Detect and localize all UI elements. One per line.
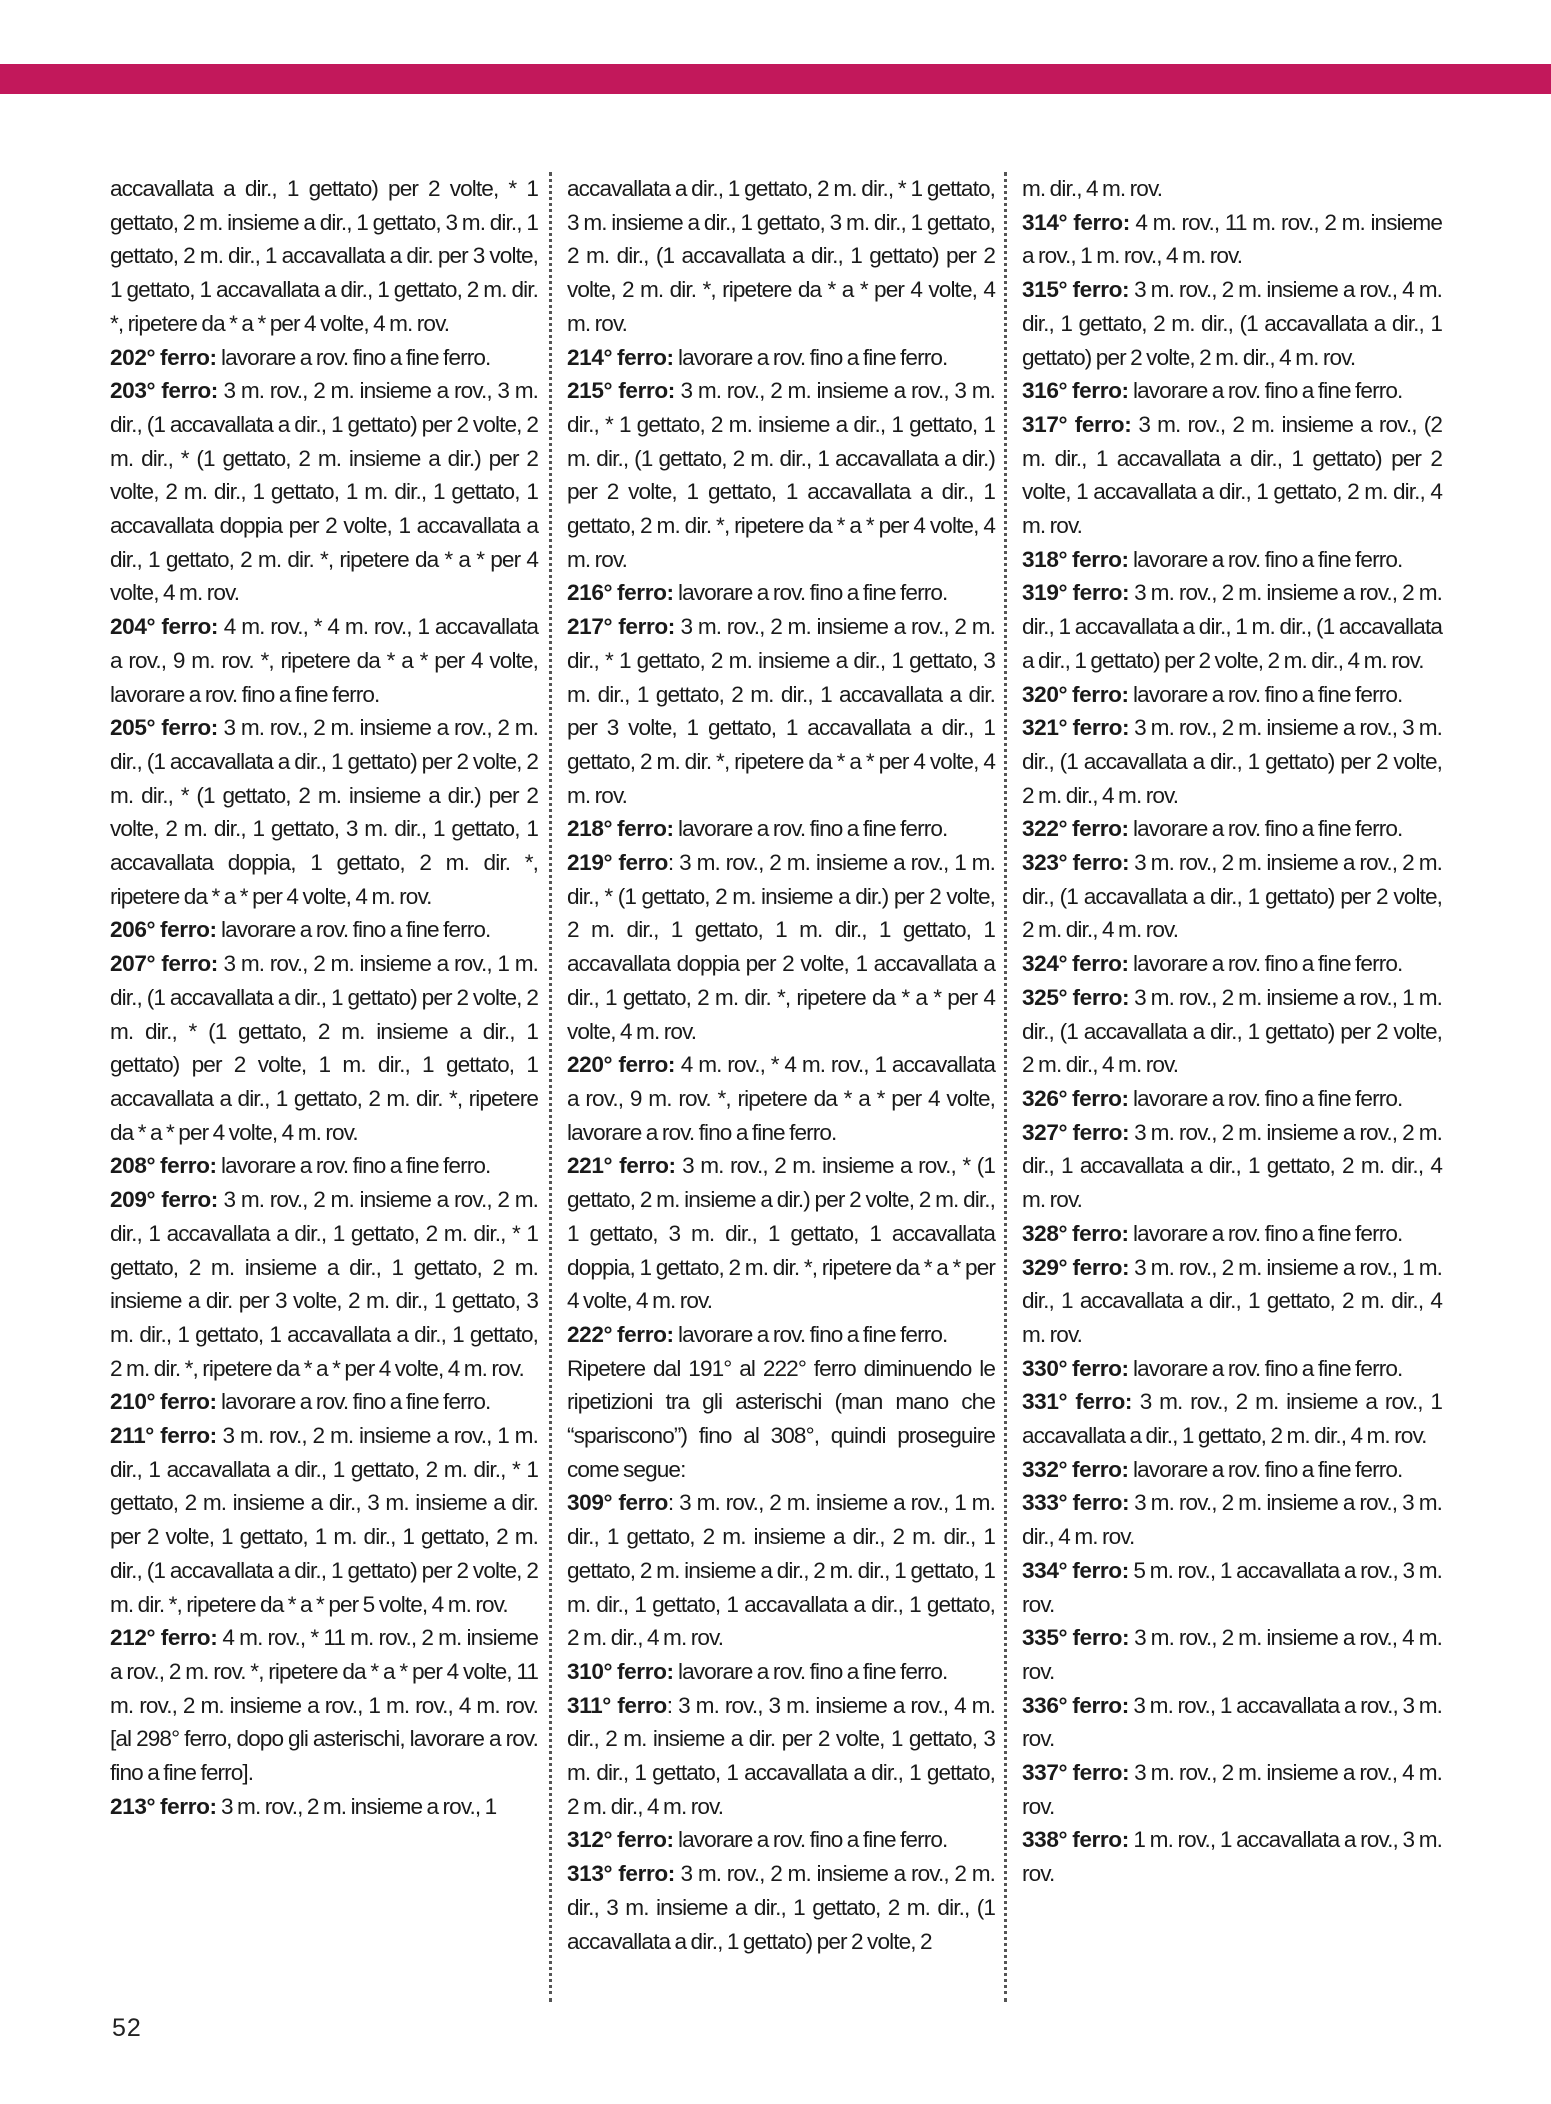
row-instruction <box>567 610 995 812</box>
row-instruction <box>1022 206 1442 273</box>
row-text: 3 m. rov., 2 m. insieme a rov., 2 m. dir., 1 accavallata a dir., 1 gettato, 2 m. dir., 4 m. rov. <box>1022 1119 1442 1213</box>
row-text: accavallata a dir., 1 gettato) per 2 volte, * 1 gettato, 2 m. insieme a dir., 1 gettato, 3 m. dir., 1 gettato, 2 m. dir., 1 accavallata a dir. per 3 volte, 1 gettato, 1 accavallata a dir., 1 gettato, 2 m. dir. *, ripetere da * a * per 4 volte, 4 m. rov. <box>110 176 538 336</box>
row-text: : 3 m. rov., 3 m. insieme a rov., 4 m. dir., 2 m. insieme a dir. per 2 volte, 1 gettato, 3 m. dir., 1 gettato, 1 accavallata a dir., 1 gettato, 2 m. dir., 4 m. rov. <box>567 1692 995 1819</box>
row-text: 5 m. rov., 1 accavallata a rov., 3 m. rov. <box>1022 1557 1443 1617</box>
row-label: 315° ferro: <box>1022 277 1130 303</box>
row-label: 334° ferro: <box>1022 1557 1129 1583</box>
row-label: 319° ferro: <box>1022 580 1130 606</box>
row-label: 320° ferro: <box>1022 681 1129 707</box>
row-instruction <box>110 947 538 1149</box>
row-text: 3 m. rov., 2 m. insieme a rov., 4 m. rov. <box>1022 1625 1442 1684</box>
row-instruction <box>110 1149 538 1183</box>
row-text: : 3 m. rov., 2 m. insieme a rov., 1 m. dir., 1 gettato, 2 m. insieme a dir., 2 m. dir., 1 gettato, 2 m. insieme a dir., 2 m. dir., 1 gettato, 1 m. dir., 1 gettato, 1 accavallata a dir., 1 gettato, 2 m. dir., 4 m. rov. <box>567 1490 995 1651</box>
column-divider <box>1004 172 1007 2002</box>
row-text: lavorare a rov. fino a fine ferro. <box>1128 816 1403 842</box>
row-instruction <box>1022 576 1442 677</box>
row-label: 317° ferro: <box>1022 411 1132 437</box>
row-text: 3 m. rov., 2 m. insieme a rov., 1 <box>216 1793 497 1819</box>
row-text: 3 m. rov., 2 m. insieme a rov., 2 m. dir., * 1 gettato, 2 m. insieme a dir., 1 gettato, 3 m. dir., 1 gettato, 2 m. dir., 1 accavallata a dir. per 3 volte, 1 gettato, 1 accavallata a dir., 1 gettato, 2 m. dir. *, ripetere da * a * per 4 volte, 4 m. rov. <box>567 614 995 808</box>
row-text: 3 m. rov., 2 m. insieme a rov., 4 m. dir., 1 gettato, 2 m. dir., (1 accavallata a dir., 1 gettato) per 2 volte, 2 m. dir., 4 m. rov. <box>1022 277 1442 370</box>
row-text: 4 m. rov., * 4 m. rov., 1 accavallata a rov., 9 m. rov. *, ripetere da * a * per 4 volte, lavorare a rov. fino a fine ferro. <box>567 1052 996 1145</box>
row-instruction <box>567 1486 995 1655</box>
row-text: lavorare a rov. fino a fine ferro. <box>1128 378 1403 404</box>
row-text: 3 m. rov., 2 m. insieme a rov., 3 m. dir., (1 accavallata a dir., 1 gettato) per 2 volte, 2 m. dir., 4 m. rov. <box>1022 715 1442 808</box>
row-label: 202° ferro: <box>110 344 217 370</box>
row-label: 216° ferro: <box>567 580 674 606</box>
row-label: 222° ferro: <box>567 1321 674 1347</box>
row-instruction <box>110 374 538 610</box>
text-paragraph <box>110 172 538 341</box>
row-instruction <box>1022 1486 1442 1553</box>
text-column-1 <box>110 172 538 1823</box>
row-label: 323° ferro: <box>1022 850 1130 876</box>
row-text: 3 m. rov., 2 m. insieme a rov., 2 m. dir., 1 accavallata a dir., 1 m. dir., (1 accavallata a dir., 1 gettato) per 2 volte, 2 m. dir., 4 m. rov. <box>1022 580 1442 673</box>
row-instruction <box>1022 1554 1442 1621</box>
row-text: lavorare a rov. fino a fine ferro. <box>673 1827 948 1853</box>
row-text: 3 m. rov., 2 m. insieme a rov., 1 m. dir., 1 accavallata a dir., 1 gettato, 2 m. dir., 4 m. rov. <box>1022 1254 1442 1347</box>
row-text: 3 m. rov., 2 m. insieme a rov., * (1 gettato, 2 m. insieme a dir.) per 2 volte, 2 m. dir., 1 gettato, 3 m. dir., 1 gettato, 1 accavallata doppia, 1 gettato, 2 m. dir. *, ripetere da * a * per 4 volte, 4 m. rov. <box>567 1153 995 1314</box>
row-text: 3 m. rov., 2 m. insieme a rov., 3 m. dir., 4 m. rov. <box>1022 1490 1442 1550</box>
row-label: 337° ferro: <box>1022 1760 1130 1786</box>
row-instruction <box>567 1149 995 1318</box>
row-text: 3 m. rov., 2 m. insieme a rov., (2 m. dir., 1 accavallata a dir., 1 gettato) per 2 volte, 1 accavallata a dir., 1 gettato, 2 m. dir., 4 m. rov. <box>1022 411 1442 539</box>
row-label: 206° ferro: <box>110 917 217 943</box>
row-instruction <box>1022 1621 1442 1688</box>
row-text: 3 m. rov., 2 m. insieme a rov., 2 m. dir., (1 accavallata a dir., 1 gettato) per 2 volte, 2 m. dir., 4 m. rov. <box>1022 850 1442 943</box>
row-instruction <box>110 913 538 947</box>
row-instruction <box>1022 678 1442 712</box>
row-text: 4 m. rov., * 11 m. rov., 2 m. insieme a rov., 2 m. rov. *, ripetere da * a * per 4 volte, 11 m. rov., 2 m. insieme a rov., 1 m. rov., 4 m. rov. [al 298° ferro, dopo gli asterischi, lavorare a rov. fino a fine ferro]. <box>110 1625 538 1786</box>
row-instruction <box>1022 846 1442 947</box>
row-instruction <box>1022 1082 1442 1116</box>
row-text: 4 m. rov., * 4 m. rov., 1 accavallata a rov., 9 m. rov. *, ripetere da * a * per 4 volte, lavorare a rov. fino a fine ferro. <box>110 614 539 707</box>
text-paragraph <box>1022 172 1442 206</box>
row-text: 3 m. rov., 2 m. insieme a rov., 2 m. dir., (1 accavallata a dir., 1 gettato) per 2 volte, 2 m. dir., * (1 gettato, 2 m. insieme a dir.) per 2 volte, 2 m. dir., 1 gettato, 3 m. dir., 1 gettato, 1 accavallata doppia, 1 gettato, 2 m. dir. *, ripetere da * a * per 4 volte, 4 m. rov. <box>110 715 538 909</box>
row-instruction <box>567 1857 995 1958</box>
row-label: 214° ferro: <box>567 344 674 370</box>
text-paragraph <box>567 172 995 341</box>
row-label: 212° ferro: <box>110 1625 218 1651</box>
row-label: 329° ferro: <box>1022 1254 1130 1280</box>
row-label: 330° ferro: <box>1022 1355 1129 1381</box>
row-text: 3 m. rov., 2 m. insieme a rov., 3 m. dir., (1 accavallata a dir., 1 gettato) per 2 volte, 2 m. dir., * (1 gettato, 2 m. insieme a dir.) per 2 volte, 2 m. dir., 1 gettato, 1 m. dir., 1 gettato, 1 accavallata doppia per 2 volte, 1 accavallata a dir., 1 gettato, 2 m. dir. *, ripetere da * a * per 4 volte, 4 m. rov. <box>110 378 538 606</box>
row-instruction <box>1022 1385 1442 1452</box>
row-text: lavorare a rov. fino a fine ferro. <box>673 816 948 842</box>
text-paragraph <box>567 1352 995 1487</box>
row-instruction <box>1022 1217 1442 1251</box>
row-text: lavorare a rov. fino a fine ferro. <box>1128 681 1403 707</box>
row-instruction <box>1022 1756 1442 1823</box>
row-label: 316° ferro: <box>1022 378 1129 404</box>
row-instruction <box>110 1183 538 1385</box>
row-instruction <box>110 610 538 711</box>
row-label: 217° ferro: <box>567 614 675 640</box>
row-label: 221° ferro: <box>567 1153 676 1179</box>
row-label: 336° ferro: <box>1022 1692 1129 1718</box>
row-label: 215° ferro: <box>567 378 675 404</box>
row-text: lavorare a rov. fino a fine ferro. <box>673 1321 948 1347</box>
row-instruction <box>110 1385 538 1419</box>
row-label: 208° ferro: <box>110 1153 217 1179</box>
row-instruction <box>567 1318 995 1352</box>
row-label: 218° ferro: <box>567 816 674 842</box>
row-text: 3 m. rov., 2 m. insieme a rov., 1 m. dir., 1 accavallata a dir., 1 gettato, 2 m. dir., * 1 gettato, 2 m. insieme a dir., 3 m. insieme a dir. per 2 volte, 1 gettato, 1 m. dir., 1 gettato, 2 m. dir., (1 accavallata a dir., 1 gettato) per 2 volte, 2 m. dir. *, ripetere da * a * per 5 volte, 4 m. rov. <box>110 1423 538 1617</box>
row-instruction <box>1022 374 1442 408</box>
row-label: 311° ferro <box>567 1692 667 1718</box>
row-text: lavorare a rov. fino a fine ferro. <box>673 344 948 370</box>
row-instruction <box>567 341 995 375</box>
row-instruction <box>110 1419 538 1621</box>
row-label: 335° ferro: <box>1022 1625 1130 1651</box>
row-text: : 3 m. rov., 2 m. insieme a rov., 1 m. dir., * (1 gettato, 2 m. insieme a dir.) per 2 volte, 2 m. dir., 1 gettato, 1 m. dir., 1 gettato, 1 accavallata doppia per 2 volte, 1 accavallata a dir., 1 gettato, 2 m. dir. *, ripetere da * a * per 4 volte, 4 m. rov. <box>567 850 995 1044</box>
row-label: 210° ferro: <box>110 1389 217 1415</box>
row-label: 211° ferro: <box>110 1423 217 1449</box>
row-instruction <box>567 846 995 1048</box>
row-instruction <box>1022 812 1442 846</box>
row-text: lavorare a rov. fino a fine ferro. <box>216 917 491 943</box>
text-column-2 <box>567 172 995 1958</box>
row-instruction <box>1022 408 1442 543</box>
row-label: 310° ferro: <box>567 1658 674 1684</box>
row-instruction <box>1022 1116 1442 1217</box>
row-label: 332° ferro: <box>1022 1456 1129 1482</box>
row-text: 3 m. rov., 2 m. insieme a rov., 3 m. dir., * 1 gettato, 2 m. insieme a dir., 1 gettato, 1 m. dir., (1 gettato, 2 m. dir., 1 accavallata a dir.) per 2 volte, 1 gettato, 1 accavallata a dir., 1 gettato, 2 m. dir. *, ripetere da * a * per 4 volte, 4 m. rov. <box>567 378 995 572</box>
row-label: 219° ferro <box>567 850 668 876</box>
row-label: 327° ferro: <box>1022 1119 1130 1145</box>
row-label: 318° ferro: <box>1022 546 1129 572</box>
row-instruction <box>567 1655 995 1689</box>
row-instruction <box>567 1689 995 1824</box>
row-instruction <box>1022 711 1442 812</box>
row-text: lavorare a rov. fino a fine ferro. <box>1128 1085 1403 1111</box>
row-text: 1 m. rov., 1 accavallata a rov., 3 m. rov. <box>1022 1827 1443 1887</box>
row-instruction <box>1022 543 1442 577</box>
row-label: 333° ferro: <box>1022 1490 1130 1516</box>
row-text: Ripetere dal 191° al 222° ferro diminuendo le ripetizioni tra gli asterischi (man mano che “spariscono”) fino al 308°, quindi proseguire come segue: <box>567 1355 995 1482</box>
row-text: lavorare a rov. fino a fine ferro. <box>1128 546 1403 572</box>
row-instruction <box>1022 1453 1442 1487</box>
row-instruction <box>567 1048 995 1149</box>
row-label: 213° ferro: <box>110 1793 217 1819</box>
text-columns <box>0 172 1551 2002</box>
row-text: lavorare a rov. fino a fine ferro. <box>216 1153 491 1179</box>
row-text: lavorare a rov. fino a fine ferro. <box>216 1389 491 1415</box>
row-label: 338° ferro: <box>1022 1827 1129 1853</box>
row-text: lavorare a rov. fino a fine ferro. <box>673 1658 948 1684</box>
row-label: 309° ferro <box>567 1490 668 1516</box>
row-text: 3 m. rov., 2 m. insieme a rov., 2 m. dir., 3 m. insieme a dir., 1 gettato, 2 m. dir., (1 accavallata a dir., 1 gettato) per 2 volte, 2 <box>567 1861 995 1954</box>
text-column-3 <box>1022 172 1442 1891</box>
row-label: 324° ferro: <box>1022 951 1129 977</box>
row-label: 314° ferro: <box>1022 209 1130 235</box>
row-text: lavorare a rov. fino a fine ferro. <box>1128 951 1403 977</box>
row-label: 207° ferro: <box>110 951 218 977</box>
row-label: 321° ferro: <box>1022 715 1130 741</box>
row-instruction <box>1022 981 1442 1082</box>
row-text: lavorare a rov. fino a fine ferro. <box>673 580 948 606</box>
row-text: 3 m. rov., 2 m. insieme a rov., 1 accavallata a dir., 1 gettato, 2 m. dir., 4 m. rov. <box>1022 1389 1442 1449</box>
row-label: 312° ferro: <box>567 1827 674 1853</box>
page-number: 52 <box>112 2014 142 2042</box>
row-label: 203° ferro: <box>110 378 218 404</box>
row-label: 325° ferro: <box>1022 984 1130 1010</box>
row-label: 205° ferro: <box>110 715 218 741</box>
row-instruction <box>1022 947 1442 981</box>
row-text: 3 m. rov., 2 m. insieme a rov., 1 m. dir., (1 accavallata a dir., 1 gettato) per 2 volte, 2 m. dir., * (1 gettato, 2 m. insieme a dir., 1 gettato) per 2 volte, 1 m. dir., 1 gettato, 1 accavallata a dir., 1 gettato, 2 m. dir. *, ripetere da * a * per 4 volte, 4 m. rov. <box>110 951 538 1145</box>
row-text: m. dir., 4 m. rov. <box>1022 176 1163 201</box>
row-text: 4 m. rov., 11 m. rov., 2 m. insieme a rov., 1 m. rov., 4 m. rov. <box>1022 209 1442 269</box>
row-label: 322° ferro: <box>1022 816 1129 842</box>
row-text: lavorare a rov. fino a fine ferro. <box>1128 1456 1403 1482</box>
row-label: 326° ferro: <box>1022 1085 1129 1111</box>
row-label: 313° ferro: <box>567 1861 675 1887</box>
row-instruction <box>110 1790 538 1824</box>
row-text: 3 m. rov., 2 m. insieme a rov., 1 m. dir., (1 accavallata a dir., 1 gettato) per 2 volte, 2 m. dir., 4 m. rov. <box>1022 984 1442 1078</box>
row-instruction <box>1022 1689 1442 1756</box>
row-text: 3 m. rov., 2 m. insieme a rov., 2 m. dir., 1 accavallata a dir., 1 gettato, 2 m. dir., * 1 gettato, 2 m. insieme a dir., 1 gettato, 2 m. insieme a dir. per 3 volte, 2 m. dir., 1 gettato, 3 m. dir., 1 gettato, 1 accavallata a dir., 1 gettato, 2 m. dir. *, ripetere da * a * per 4 volte, 4 m. rov. <box>110 1187 538 1381</box>
row-instruction <box>110 711 538 913</box>
header-accent-bar <box>0 64 1551 94</box>
row-instruction <box>567 1823 995 1857</box>
row-text: lavorare a rov. fino a fine ferro. <box>1128 1355 1403 1381</box>
row-instruction <box>567 374 995 576</box>
row-label: 209° ferro: <box>110 1187 218 1213</box>
row-label: 331° ferro: <box>1022 1389 1132 1415</box>
row-instruction <box>1022 1352 1442 1386</box>
row-instruction <box>1022 1823 1442 1890</box>
row-text: lavorare a rov. fino a fine ferro. <box>216 344 491 370</box>
row-instruction <box>1022 1251 1442 1352</box>
row-label: 220° ferro: <box>567 1052 675 1078</box>
row-text: 3 m. rov., 2 m. insieme a rov., 4 m. rov. <box>1022 1760 1442 1819</box>
row-instruction <box>567 812 995 846</box>
row-text: 3 m. rov., 1 accavallata a rov., 3 m. rov. <box>1022 1692 1443 1752</box>
column-divider <box>549 172 552 2002</box>
row-instruction <box>567 576 995 610</box>
row-label: 328° ferro: <box>1022 1220 1129 1246</box>
row-instruction <box>110 341 538 375</box>
row-text: lavorare a rov. fino a fine ferro. <box>1128 1220 1403 1246</box>
row-label: 204° ferro: <box>110 614 218 640</box>
row-instruction <box>1022 273 1442 374</box>
row-instruction <box>110 1621 538 1790</box>
row-text: accavallata a dir., 1 gettato, 2 m. dir., * 1 gettato, 3 m. insieme a dir., 1 gettato, 3 m. dir., 1 gettato, 2 m. dir., (1 accavallata a dir., 1 gettato) per 2 volte, 2 m. dir. *, ripetere da * a * per 4 volte, 4 m. rov. <box>567 176 995 336</box>
